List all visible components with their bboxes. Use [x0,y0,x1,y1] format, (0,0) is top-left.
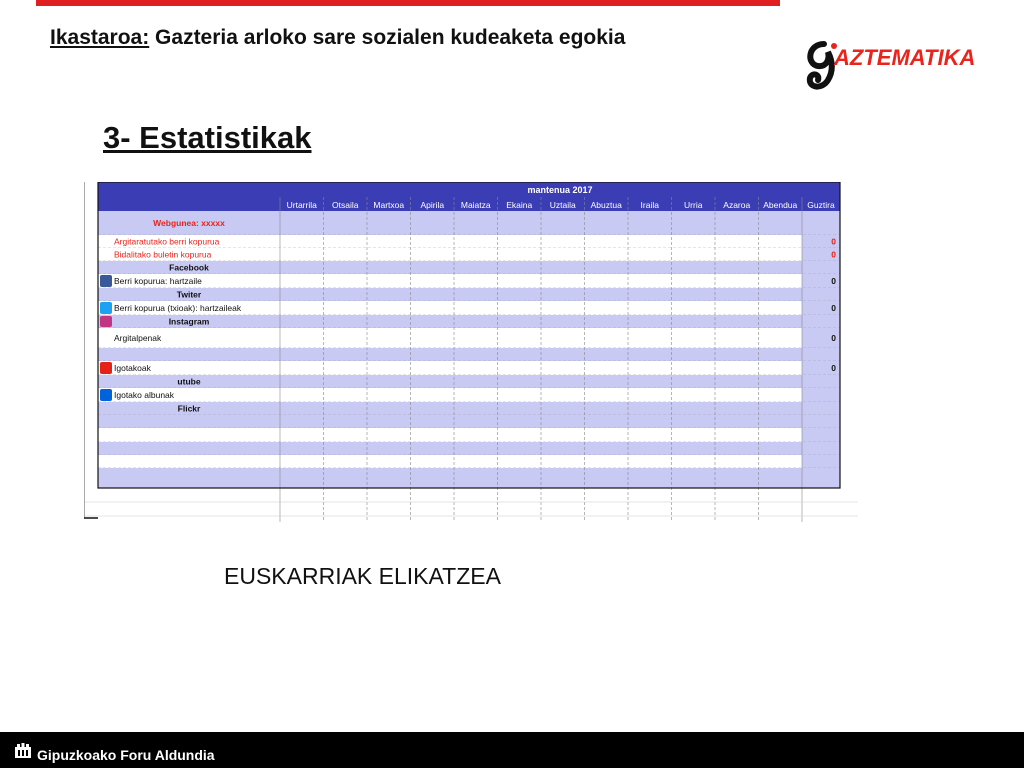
month-header: Otsaila [332,200,359,210]
row-label: Berri kopurua: hartzaile [114,276,202,286]
row-label: utube [177,376,201,387]
month-header: Abuztua [590,200,622,210]
month-header: Martxoa [373,200,405,210]
sheet-row-empty [98,415,840,428]
month-header: Uztaila [549,200,576,210]
month-header: Guztira [807,200,835,210]
sheet-row-empty [98,442,840,455]
row-label: Facebook [169,262,209,273]
sheet-row [98,348,840,361]
flickr-icon [100,389,112,401]
sheet-row [98,288,840,301]
total-cell [802,261,840,274]
month-header: Ekaina [506,200,533,210]
row-label: Argitalpenak [114,333,162,343]
statistics-spreadsheet [84,182,858,522]
total-cell [802,428,840,442]
row-total: 0 [831,276,836,286]
row-label: Argitaratutako berri kopurua [114,236,220,247]
section-title: 3- Estatistikak [103,120,312,155]
sheet-title-bar [98,182,840,197]
row-total: 0 [831,236,836,247]
top-accent-bar [36,0,780,6]
facebook-icon [100,275,112,287]
month-header: Urtarrila [286,200,317,210]
month-header: Azaroa [723,200,751,210]
sheet-row [98,388,840,402]
total-cell [802,211,840,235]
caption-text: EUSKARRIAK ELIKATZEA [224,563,501,589]
logo-text: AZTEMATIKA [834,45,976,70]
month-header: Apirila [420,200,445,210]
sheet-row [98,361,840,375]
sheet-row-empty [98,455,840,468]
row-label: Igotakoak [114,363,151,373]
course-title-text: Gazteria arloko sare sozialen kudeaketa egokia [149,26,626,49]
total-cell [802,375,840,388]
row-total: 0 [831,333,836,343]
month-header: Abendua [763,200,798,210]
month-header: Urria [684,200,703,210]
sheet-row [98,261,840,274]
sheet-row-empty [98,428,840,442]
row-label: Flickr [177,403,201,414]
youtube-icon [100,362,112,374]
sheet-row [98,328,840,348]
row-label: Berri kopurua (txioak): hartzaileak [114,303,242,313]
row-label: Webgunea: xxxxx [153,218,225,228]
row-label: Igotako albunak [114,390,175,400]
month-header: Iraila [640,200,659,210]
total-cell [802,402,840,415]
sheet-row-empty [98,468,840,488]
instagram-icon [100,316,112,327]
total-cell [802,415,840,428]
total-cell [802,468,840,488]
sheet-row [98,375,840,388]
total-cell [802,442,840,455]
total-cell [802,288,840,301]
row-label: Bidalitako buletin kopurua [114,249,212,260]
course-title [50,26,625,50]
row-label: Instagram [168,316,210,327]
gfa-crest-icon [14,743,32,759]
total-cell [802,455,840,468]
footer-label: Gipuzkoako Foru Aldundia [37,747,215,763]
course-title-prefix: Ikastaroa: [50,26,150,49]
row-total: 0 [831,363,836,373]
total-cell [802,388,840,402]
total-cell [802,315,840,328]
twitter-icon [100,302,112,314]
row-total: 0 [831,303,836,313]
month-header: Maiatza [460,200,491,210]
row-total: 0 [831,249,836,260]
sheet-row [98,274,840,288]
gaztematika-logo [802,38,992,94]
row-label: Twiter [176,289,202,300]
sheet-row [98,402,840,415]
sheet-title: mantenua 2017 [527,185,593,195]
total-cell [802,348,840,361]
